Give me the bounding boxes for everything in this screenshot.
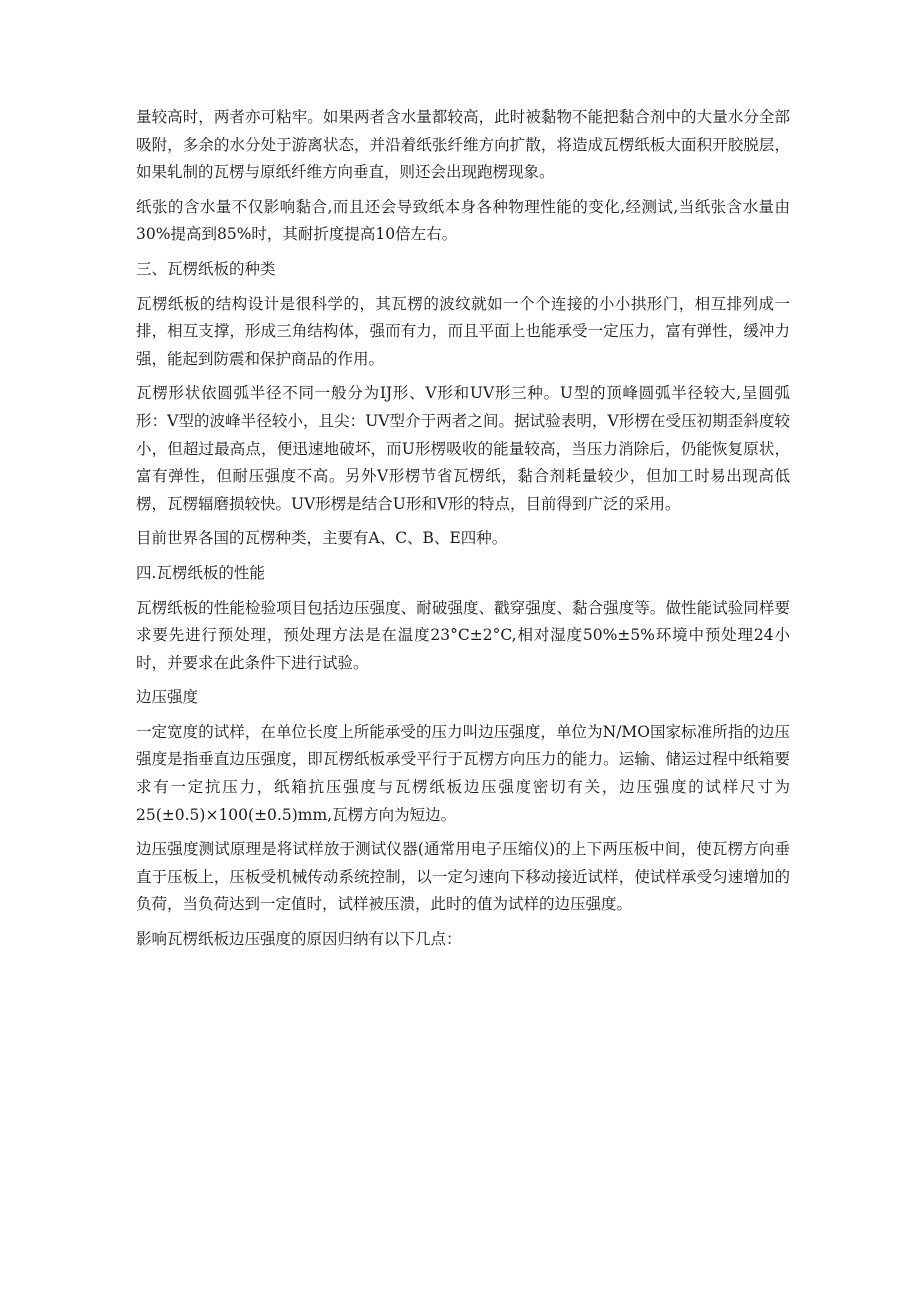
document-page	[136, 104, 790, 961]
subsection-heading: 边压强度	[136, 688, 199, 707]
paragraph: 边压强度测试原理是将试样放于测试仪器(通常用电子压缩仪)的上下两压板中间，使瓦楞方向垂直于压板上，压板受机械传动系统控制，以一定匀速向下移动接近试样，使试样承受匀速增加的负荷，当负荷达到一定值时，试样被压溃，此时的值为试样的边压强度。	[136, 840, 790, 914]
paragraph: 量较高时，两者亦可粘牢。如果两者含水量都较高，此时被黏物不能把黏合剂中的大量水分全部吸附，多余的水分处于游离状态，并沿着纸张纤维方向扩散，将造成瓦楞纸板大面积开胶脱层，如果轧制的瓦楞与原纸纤维方向垂直，则还会出现跑楞现象。	[136, 108, 790, 182]
paragraph: 影响瓦楞纸板边压强度的原因归纳有以下几点：	[136, 930, 462, 949]
paragraph: 瓦楞纸板的结构设计是很科学的，其瓦楞的波纹就如一个个连接的小小拱形门，相互排列成一排，相互支撑，形成三角结构体，强而有力，而且平面上也能承受一定压力，富有弹性，缓冲力强，能起到防震和保护商品的作用。	[136, 294, 790, 368]
paragraph: 纸张的含水量不仅影响黏合,而且还会导致纸本身各种物理性能的变化,经测试,当纸张含水量由30%提高到85%时，其耐折度提高10倍左右。	[136, 197, 790, 244]
paragraph: 瓦楞形状依圆弧半径不同一般分为IJ形、V形和UV形三种。U型的顶峰圆弧半径较大,呈圆弧形：V型的波峰半径较小，且尖：UV型介于两者之间。据试验表明，V形楞在受压初期歪斜度较小，但超过最高点，便迅速地破坏，而U形楞吸收的能量较高，当压力消除后，仍能恢复原状，富有弹性，但耐压强度不高。另外V形楞节省瓦楞纸，黏合剂耗量较少，但加工时易出现高低楞，瓦楞辐磨损较快。UV形楞是结合U形和V形的特点，目前得到广泛的采用。	[136, 384, 790, 513]
paragraph: 瓦楞纸板的性能检验项目包括边压强度、耐破强度、戳穿强度、黏合强度等。做性能试验同样要求要先进行预处理，预处理方法是在温度23°C±2°C,相对湿度50%±5%环境中预处理24小时，并要求在此条件下进行试验。	[136, 598, 790, 672]
section-heading: 三、瓦楞纸板的种类	[136, 259, 276, 278]
section-heading: 四.瓦楞纸板的性能	[136, 563, 265, 582]
paragraph: 目前世界各国的瓦楞种类，主要有A、C、B、E四种。	[136, 529, 508, 548]
paragraph: 一定宽度的试样，在单位长度上所能承受的压力叫边压强度，单位为N/MO国家标准所指的边压强度是指垂直边压强度，即瓦楞纸板承受平行于瓦楞方向压力的能力。运输、储运过程中纸箱要求有一定抗压力，纸箱抗压强度与瓦楞纸板边压强度密切有关，边压强度的试样尺寸为25(±0.5)×100(±0.5)mm,瓦楞方向为短边。	[136, 722, 790, 824]
